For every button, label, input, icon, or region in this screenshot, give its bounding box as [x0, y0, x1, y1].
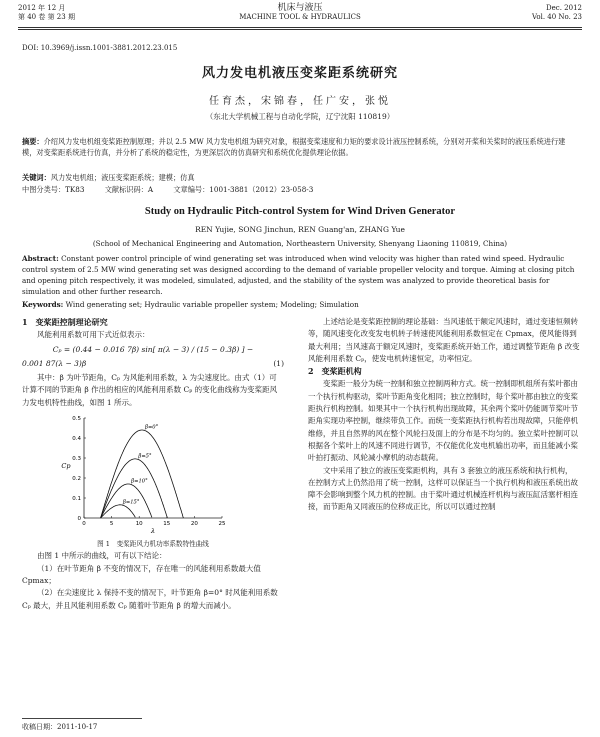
keywords-cn-text: 风力发电机组；液压变桨距系统；建模；仿真	[50, 173, 195, 182]
clc-number: 中图分类号：TK83	[22, 185, 85, 194]
x-axis-label: λ	[150, 527, 156, 536]
x-tick-label: 0	[82, 521, 86, 528]
series-label: β=10°	[131, 478, 148, 485]
doc-code: 文献标识码：A	[104, 185, 154, 194]
equation-1	[22, 344, 284, 356]
series-label: β=15°	[122, 499, 140, 506]
article-number: 文章编号：1001-3881（2012）23-058-3	[173, 185, 314, 194]
volume-en: Vol. 40 No. 23	[531, 13, 582, 21]
y-axis-label: Cp	[61, 462, 71, 471]
paragraph: 变桨距一般分为统一控制和独立控制两种方式。统一控制即机组所有桨叶都由一个执行机构驱动，桨叶节距角变化相同；独立控制时，每个桨叶都由独立的变桨距执行机构控制。如果其中一个执行机构出现故障，其余两个桨叶仍能调节桨叶节距角实现功率控制，继续带负工作。而统一变桨距执行机构若出现故障，只能停机维修，并且自然界的风在整个风轮扫及面上的分布是不均匀的。独立桨叶控制可以根据各个桨叶上的风速不同进行调节，不仅能优化发电机输出功率，而且能减小桨叶拍打振动、风轮减小摩机的动态载荷。	[308, 379, 578, 463]
abstract-en-text: Constant power control principle of wind generating set was introduced when wind velocity was higher than rated wind speed. Hydraulic control system of 2.5 MW wind generating set was designed according to the demand of variable propeller velocity and torque. Aiming at closing pitch and opening pitch respectively, it was modeled, simulated, adjusted, and the stability of the system was analyzed to provide theoretical basis for simulation and other further research.	[22, 254, 575, 296]
equation-1-cont	[22, 358, 284, 370]
journal-name-en: MACHINE TOOL & HYDRAULICS	[239, 13, 361, 21]
series-line	[101, 459, 168, 518]
header-right	[532, 4, 582, 22]
header-center	[18, 4, 582, 22]
section-2-heading: 2 变桨距机构	[308, 366, 362, 377]
y-tick-label: 0.1	[72, 496, 81, 503]
x-tick-label: 20	[190, 521, 198, 528]
section-1-heading: 1 变桨距控制理论研究	[22, 317, 108, 327]
keywords-en-text: Wind generating set; Hydraulic variable propeller system; Modeling; Simulation	[65, 300, 359, 309]
received-date: 收稿日期：2011-10-17	[22, 723, 98, 731]
keywords-en-label: Keywords:	[22, 300, 64, 309]
y-tick-label: 0.3	[72, 456, 81, 463]
x-tick-label: 15	[163, 521, 171, 528]
keywords-cn	[22, 172, 578, 183]
abstract-en-label: Abstract:	[22, 254, 59, 263]
paragraph: 由图 1 中所示的曲线，可有以下结论：	[37, 551, 167, 561]
keywords-cn-label: 关键词：	[22, 173, 51, 182]
issue-date-en: Dec. 2012	[546, 4, 582, 12]
x-tick-label: 5	[109, 521, 114, 528]
paragraph: 文中采用了独立的液压变桨距机构，具有 3 套独立的液压系统和执行机构，在控制方式上仍然沿用了统一控制，这样可以保证当一个执行机构和液压系统出故障不会影响到整个风力机的控制。由于桨叶通过机械连杆机构与液压缸活塞杆相连接，而节距角又同液压的位移成正比，所以可以通过控制	[308, 465, 578, 512]
keywords-en	[22, 299, 578, 310]
title-cn: 风力发电机液压变桨距系统研究	[201, 66, 398, 81]
left-column	[22, 316, 284, 612]
header-rule	[18, 27, 582, 28]
abstract-cn	[22, 136, 578, 158]
y-tick-label: 0	[77, 516, 81, 523]
running-header	[18, 4, 582, 28]
paragraph: 风能利用系数可用下式近似表示：	[37, 330, 150, 340]
abstract-cn-text: 介绍风力发电机组变桨距控制原理；并以 2.5 MW 风力发电机组为研究对象，根据变桨速度和力矩的要求设计液压控制系统，分别对开桨和关桨时的液压系统进行建模，对变桨距系统进行仿真，并分析了系统的稳定性，为更深层次的仿真研究和系统优化提供理论依据。	[22, 137, 566, 157]
equation-number: (1)	[273, 358, 284, 368]
paragraph: 其中：β 为叶节距角，Cₚ 为风能利用系数，λ 为尖速度比。由式（1）可计算不同的节距角 β 作出的相应的风能利用系数 Cₚ 的变化曲线称为变桨距风力发电机特性曲线，如图 1 所示。	[22, 373, 278, 407]
affiliation-en: (School of Mechanical Engineering and Automation, Northeastern University, Shenyang Liaoning 110819, China)	[92, 239, 508, 248]
affiliation-cn: （东北大学机械工程与自动化学院，辽宁沈阳 110819）	[205, 112, 395, 121]
footnote-rule	[22, 718, 142, 719]
paragraph: （2）在尖速度比 λ 保持不变的情况下，叶节距角 β=0° 时风能利用系数 Cₚ 最大，并且风能利用系数 Cₚ 随着叶节距角 β 的增大而减小。	[22, 588, 278, 610]
right-column	[308, 316, 580, 514]
abstract-cn-label: 摘要：	[22, 137, 44, 146]
equation-1-line2: 0.001 87(λ − 3)β	[22, 358, 87, 368]
x-tick-label: 10	[135, 521, 143, 528]
x-tick-label: 25	[218, 521, 226, 528]
y-tick-label: 0.2	[72, 476, 81, 483]
title-en: Study on Hydraulic Pitch-control System for Wind Driven Generator	[144, 206, 456, 217]
doi: DOI: 10.3969/j.issn.1001-3881.2012.23.015	[22, 44, 178, 52]
y-tick-label: 0.4	[72, 436, 81, 443]
series-line	[101, 430, 184, 518]
series-line	[101, 505, 136, 518]
figure-1-caption: 图 1 变桨距风力机功率系数特性曲线	[97, 540, 209, 549]
abstract-en	[22, 253, 578, 297]
issue-date: 2012 年 12 月	[18, 4, 66, 12]
authors-cn: 任育杰，宋锦春，任广安，张悦	[209, 96, 391, 107]
classification-cn	[22, 184, 578, 195]
y-tick-label: 0.5	[72, 416, 81, 423]
cp-chart	[22, 412, 284, 536]
journal-name-cn: 机床与液压	[277, 3, 323, 13]
series-label: β=5°	[138, 453, 152, 460]
equation-1-line1: Cₚ = (0.44 − 0.016 7β) sin[ π(λ − 3) / (15 − 0.3β) ] −	[52, 344, 254, 354]
volume-cn: 第 40 卷 第 23 期	[18, 13, 75, 21]
figure-1	[22, 412, 284, 536]
authors-en: REN Yujie, SONG Jinchun, REN Guang'an, ZHANG Yue	[195, 225, 405, 234]
series-label: β=0°	[144, 424, 159, 431]
header-rule-2	[18, 29, 582, 30]
paragraph: （1）在叶节距角 β 不变的情况下，存在唯一的风能利用系数最大值 Cpmax；	[22, 563, 261, 585]
paragraph: 上述结论是变桨距控制的理论基础：当风速低于额定风速时，通过变速恒频转等，随风速变化改变发电机转子转速使风能利用系数恒定在 Cpmax，使风能得到最大利用；当风速高于额定风速时，变桨距系统开始工作，通过调整节距角 β 改变风能利用系数 Cₚ，使发电机转速恒定，功率恒定。	[308, 317, 580, 363]
